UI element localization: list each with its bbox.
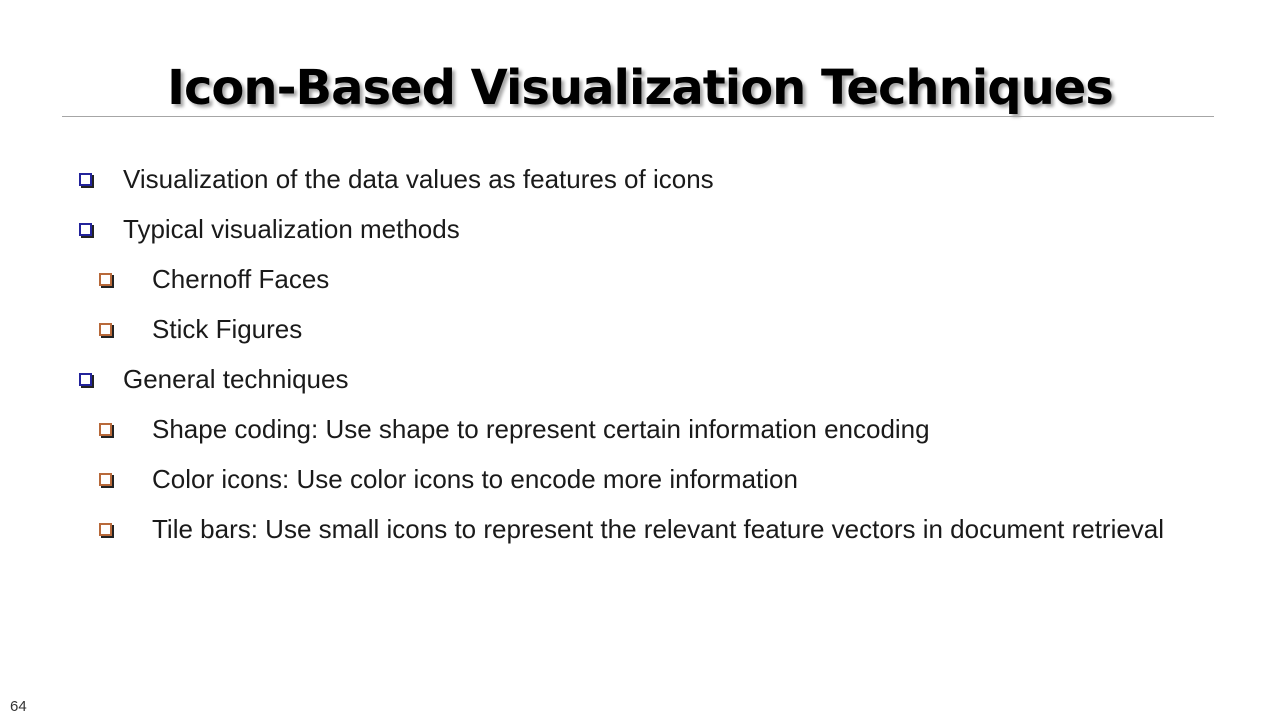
page-number: 64 [10, 698, 27, 715]
bullet-item [0, 360, 1280, 398]
bullet-text: Visualization of the data values as features of icons [123, 164, 714, 194]
square-bullet-icon [99, 323, 112, 336]
square-bullet-icon [79, 223, 92, 236]
bullet-text: Stick Figures [152, 314, 303, 344]
sub-bullet-item [0, 260, 1280, 298]
square-bullet-icon [79, 173, 92, 186]
square-bullet-icon [99, 423, 112, 436]
sub-bullet-item [0, 460, 1280, 498]
bullet-text: Tile bars: Use small icons to represent the relevant feature vectors in document retrieval [152, 514, 1165, 544]
title-divider [62, 116, 1214, 117]
bullet-text: General techniques [123, 364, 349, 394]
bullet-text: Typical visualization methods [123, 214, 460, 244]
square-bullet-icon [99, 273, 112, 286]
bullet-text: Shape coding: Use shape to represent certain information encoding [152, 414, 930, 444]
slide-title: Icon-Based Visualization Techniques [167, 60, 1113, 117]
bullet-text: Color icons: Use color icons to encode more information [152, 464, 798, 494]
square-bullet-icon [99, 473, 112, 486]
sub-bullet-item [0, 310, 1280, 348]
bullet-list [0, 160, 1280, 560]
bullet-item [0, 160, 1280, 198]
square-bullet-icon [99, 523, 112, 536]
sub-bullet-item [0, 410, 1280, 448]
bullet-item [0, 210, 1280, 248]
sub-bullet-item [0, 510, 1280, 548]
square-bullet-icon [79, 373, 92, 386]
bullet-text: Chernoff Faces [152, 264, 330, 294]
